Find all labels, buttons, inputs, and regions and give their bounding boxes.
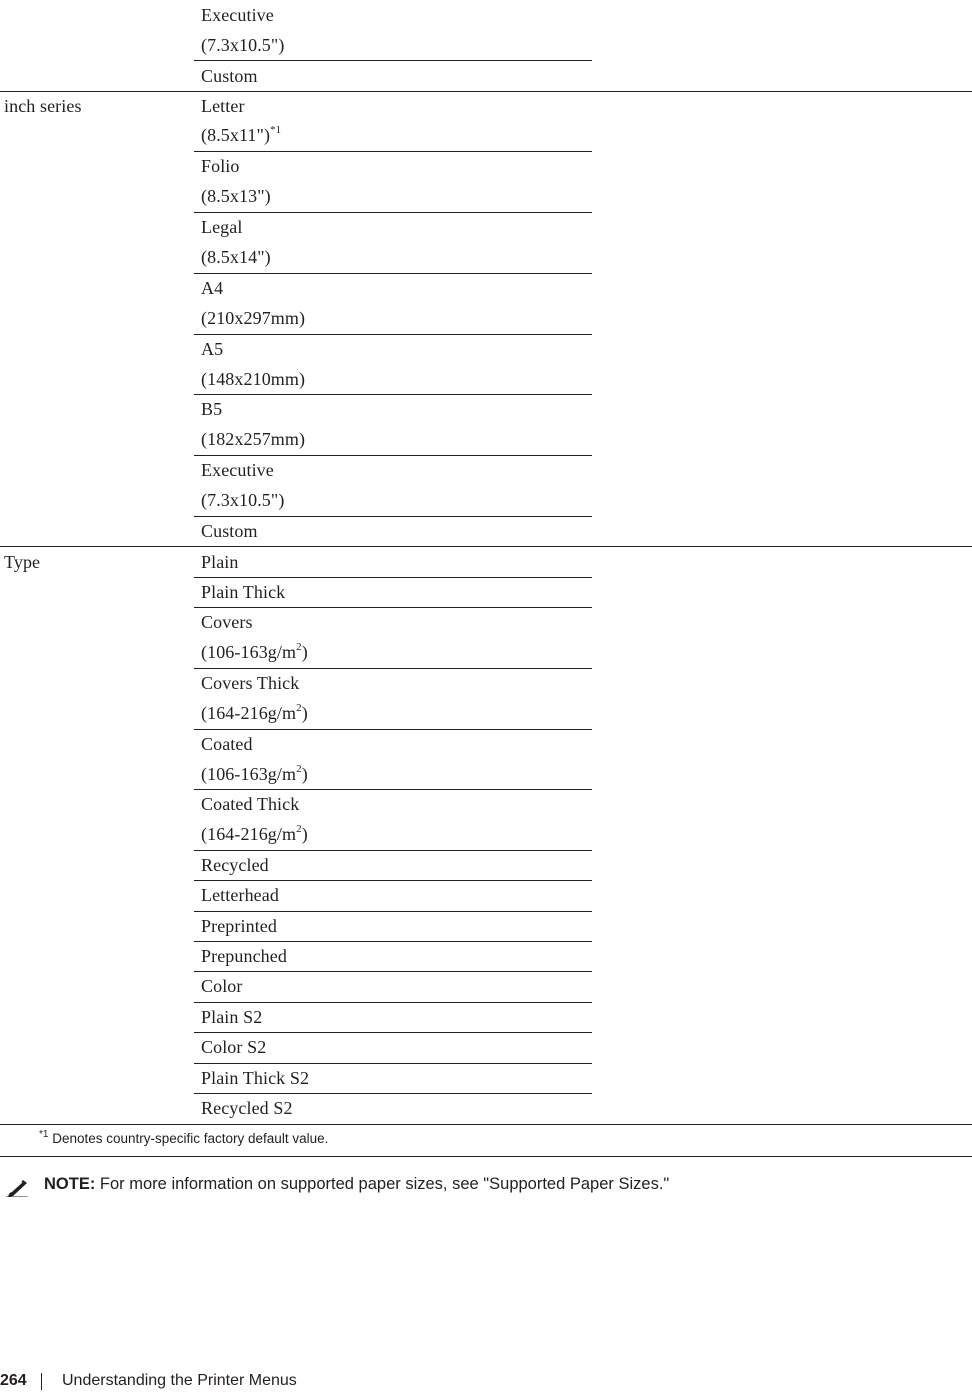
option-weight: $(106-163g/m^2)$ (201, 641, 308, 662)
footer-section-title: Understanding the Printer Menus (62, 1372, 297, 1389)
row-divider (194, 334, 592, 335)
footer-separator (41, 1373, 42, 1390)
option-size: (8.5x14") (201, 247, 271, 267)
option-size: (7.3x10.5") (201, 490, 285, 510)
option-name: Executive (201, 460, 274, 480)
option-weight: $(164-216g/m^2)$ (201, 823, 308, 844)
option-weight: $(106-163g/m^2)$ (201, 763, 308, 784)
option-weight: $(164-216g/m^2)$ (201, 702, 308, 723)
option-size: (148x210mm) (201, 369, 306, 389)
group-label-inch-series: inch series (4, 96, 82, 116)
option-name: A4 (201, 278, 224, 298)
option-size: (8.5x13") (201, 186, 271, 206)
note-text: For more information on supported paper sizes, see "Supported Paper Sizes." (95, 1175, 670, 1193)
row-divider (194, 971, 592, 972)
option-name: Color (201, 976, 243, 996)
table-bottom-border (0, 1124, 972, 1125)
footnote-divider (0, 1156, 972, 1157)
option-name: Custom (201, 521, 258, 541)
note-paragraph (44, 1175, 669, 1194)
option-name: Folio (201, 156, 240, 176)
option-name: Preprinted (201, 916, 277, 936)
option-name: Plain (201, 552, 239, 572)
row-divider (194, 607, 592, 608)
footnote-marker: *1 (39, 1129, 49, 1140)
group-divider (0, 546, 972, 547)
option-name: A5 (201, 339, 224, 359)
option-name: Plain Thick (201, 582, 286, 602)
pencil-note-icon (6, 1177, 30, 1197)
option-name: Recycled (201, 855, 269, 875)
option-name: Custom (201, 66, 258, 86)
option-name: Executive (201, 5, 274, 25)
option-name: Plain Thick S2 (201, 1068, 310, 1088)
note-label: NOTE: (44, 1175, 96, 1193)
option-name: Color S2 (201, 1037, 267, 1057)
option-name: Coated (201, 734, 253, 754)
row-divider (194, 273, 592, 274)
option-name: Letter (201, 96, 245, 116)
group-label-type: Type (4, 552, 41, 572)
option-name: Legal (201, 217, 243, 237)
footnote-marker: *1 (270, 124, 282, 136)
option-name: Covers Thick (201, 673, 300, 693)
option-name: Letterhead (201, 885, 279, 905)
option-size: (7.3x10.5") (201, 35, 285, 55)
option-name: Recycled S2 (201, 1098, 293, 1118)
row-divider (194, 729, 592, 730)
group-divider (0, 91, 972, 92)
option-name: B5 (201, 399, 223, 419)
option-name: Prepunched (201, 946, 287, 966)
option-size: (210x297mm) (201, 308, 306, 328)
option-name: Coated Thick (201, 794, 300, 814)
option-name: Plain S2 (201, 1007, 263, 1027)
page-number: 264 (0, 1372, 27, 1389)
row-divider (194, 212, 592, 213)
row-divider (194, 151, 592, 152)
option-size: (182x257mm) (201, 429, 306, 449)
table-footnote: $^{*1}$ Denotes country-specific factory default value. (39, 1129, 329, 1146)
option-name: Covers (201, 612, 253, 632)
row-divider (194, 394, 592, 395)
option-size: (8.5x11")$^{*1}$ (201, 124, 282, 145)
